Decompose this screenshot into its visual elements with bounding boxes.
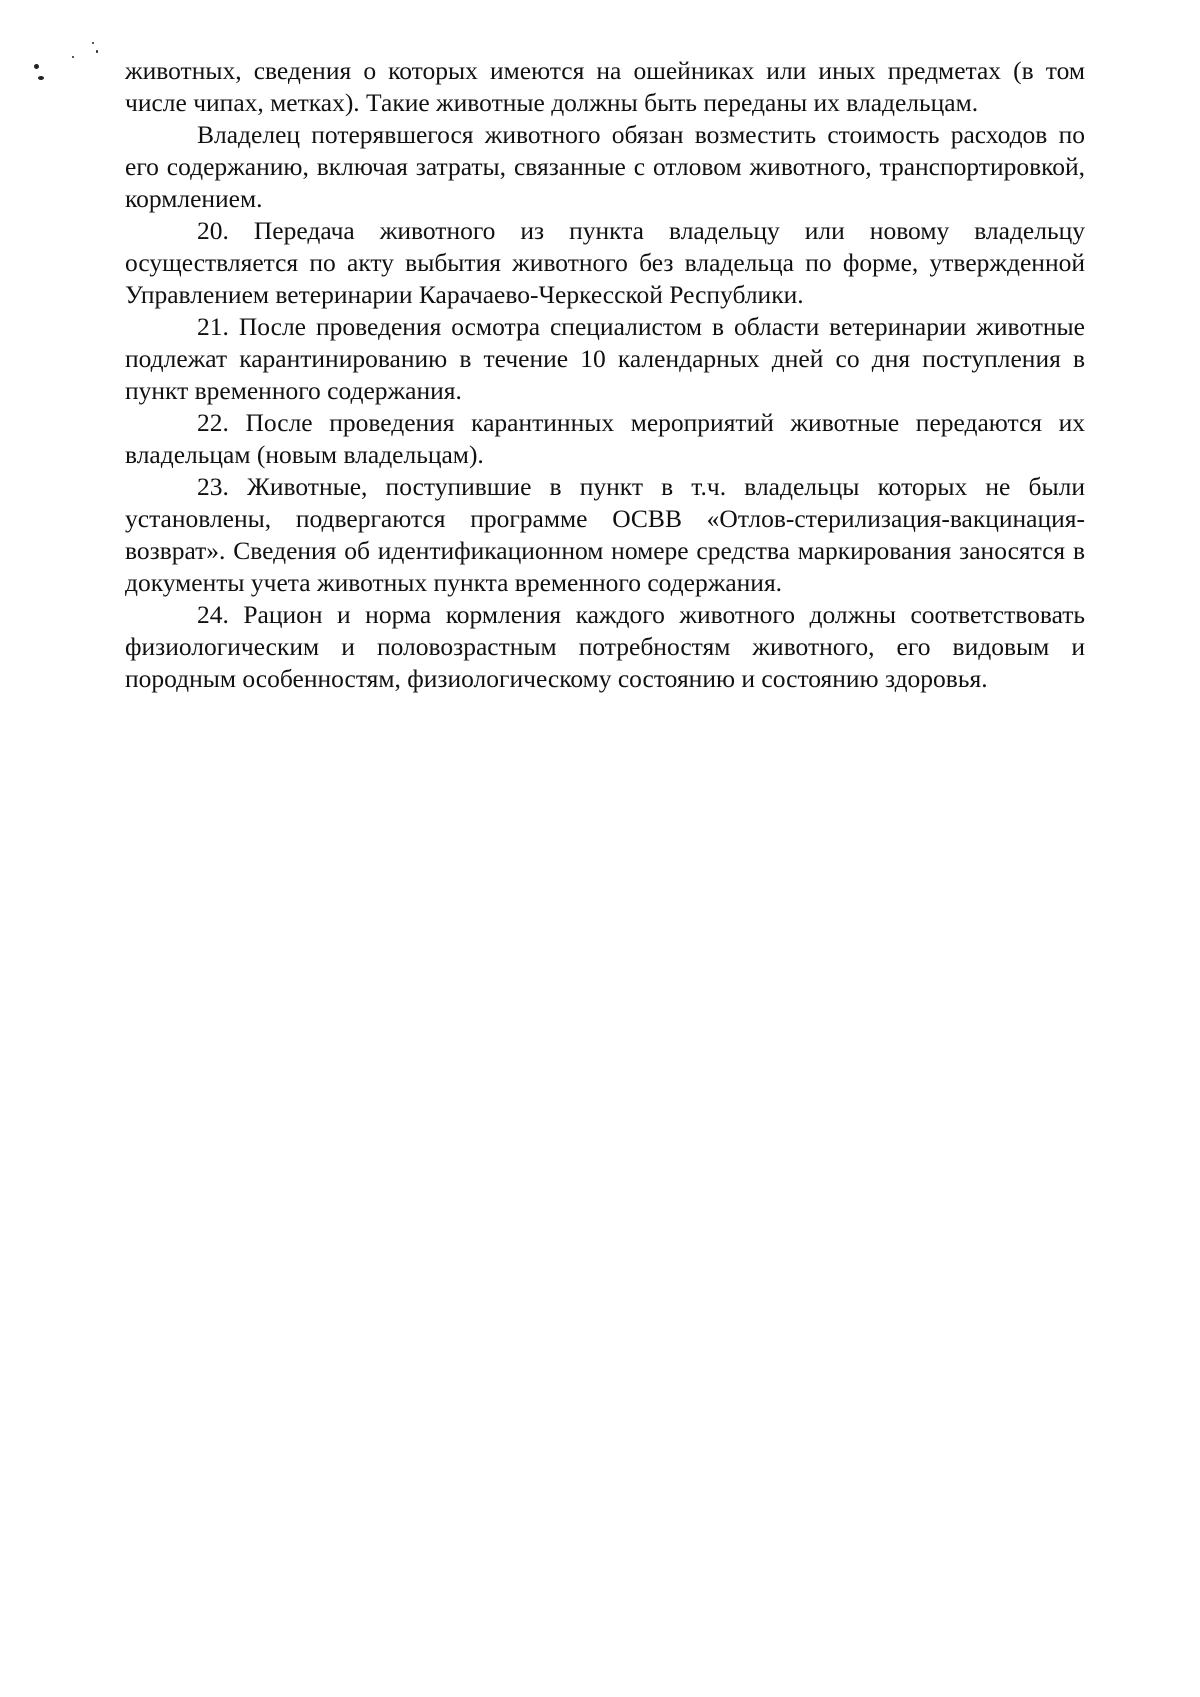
paragraph-24: 24. Рацион и норма кормления каждого животного должны соответствовать физиологическим и половозрастным потребностям животного, его видовым и породным особенностям, физиологическому состоянию и состоянию здоровья. bbox=[125, 600, 1085, 693]
scan-speck bbox=[72, 56, 74, 58]
scan-speck bbox=[38, 76, 44, 80]
paragraph-23: 23. Животные, поступившие в пункт в т.ч. владельцы которых не были установлены, подвергаются программе ОСВВ «Отлов-стерилизация-вакцинация-возврат». Сведения об идентификационном номере средства маркирования заносятся в документы учета животных пункта временного содержания. bbox=[125, 472, 1085, 597]
document-body bbox=[125, 55, 1085, 695]
paragraph-continuation: животных, сведения о которых имеются на ошейниках или иных предметах (в том числе чипах, метках). Такие животные должны быть переданы их владельцам. bbox=[125, 56, 1085, 117]
paragraph-20: 20. Передача животного из пункта владельцу или новому владельцу осуществляется по акту выбытия животного без владельца по форме, утвержденной Управлением ветеринарии Карачаево-Черкесской Республики. bbox=[125, 216, 1085, 309]
paragraph-21: 21. После проведения осмотра специалистом в области ветеринарии животные подлежат карантинированию в течение 10 календарных дней со дня поступления в пункт временного содержания. bbox=[125, 312, 1085, 405]
scan-speck bbox=[96, 50, 98, 53]
scan-speck bbox=[34, 64, 39, 69]
paragraph-22: 22. После проведения карантинных мероприятий животные передаются их владельцам (новым владельцам). bbox=[125, 408, 1085, 469]
scan-speck bbox=[92, 42, 94, 44]
paragraph-owner-compensation: Владелец потерявшегося животного обязан возместить стоимость расходов по его содержанию, включая затраты, связанные с отловом животного, транспортировкой, кормлением. bbox=[125, 120, 1085, 213]
